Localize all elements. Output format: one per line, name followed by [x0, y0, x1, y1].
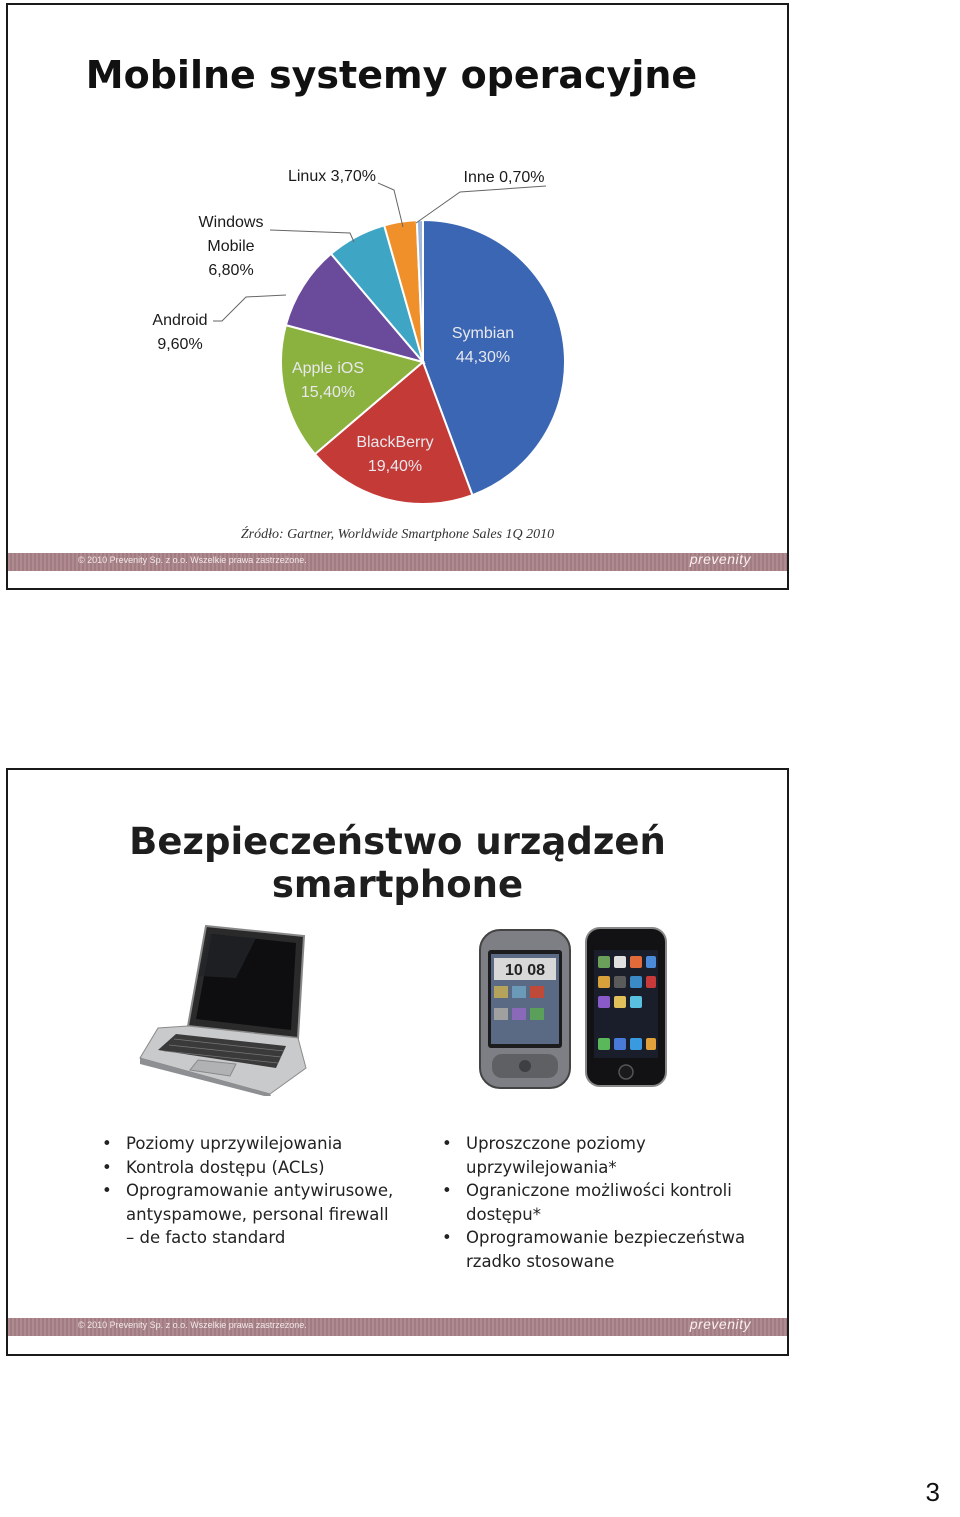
label-symbian-line1: Symbian [451, 325, 515, 342]
footer-bar [8, 1318, 787, 1336]
bullet-item: • Oprogramowanie antywirusowe, antyspamowe, personal firewall – de facto standard [102, 1179, 402, 1250]
bullets-laptop [102, 1132, 402, 1250]
pie-chart [8, 5, 787, 588]
leader-line-linux [378, 183, 403, 227]
page-number: 3 [925, 1477, 940, 1507]
bullet-item: • Poziomy uprzywilejowania [102, 1132, 402, 1156]
slide-operating-systems [6, 3, 789, 590]
chart-source: Źródło: Gartner, Worldwide Smartphone Sales 1Q 2010 [240, 527, 555, 542]
laptop-image [136, 918, 316, 1096]
label-windows-mobile [180, 211, 282, 283]
label-linux: Linux 3,70% [287, 168, 377, 185]
label-blackberry-line1: BlackBerry [356, 434, 434, 451]
htc-phone-image [478, 928, 574, 1092]
phone-clock: 10 08 [504, 962, 546, 979]
label-blackberry-line2: 19,40% [367, 458, 423, 475]
label-windows-line3: 6,80% [208, 262, 254, 279]
label-blackberry [340, 431, 450, 479]
label-android [138, 309, 222, 357]
label-windows-line1: Windows [198, 214, 264, 231]
label-ios-line1: Apple iOS [291, 360, 365, 377]
label-inne: Inne 0,70% [463, 169, 545, 186]
leader-line-inne [416, 186, 546, 223]
label-ios-line2: 15,40% [300, 384, 356, 401]
label-android-line1: Android [152, 312, 208, 329]
label-android-line2: 9,60% [157, 336, 203, 353]
bullet-item: • Kontrola dostępu (ACLs) [102, 1156, 402, 1180]
label-windows-line2: Mobile [207, 238, 255, 255]
label-symbian-line2: 44,30% [455, 349, 511, 366]
iphone-image [584, 926, 670, 1090]
slide-smartphone-security [6, 768, 789, 1356]
bullet-item: • Ograniczone możliwości kontroli dostępu* [442, 1179, 762, 1226]
label-symbian [433, 322, 533, 370]
bullet-item: • Uproszczone poziomy uprzywilejowania* [442, 1132, 762, 1179]
footer-logo: prevenity [689, 551, 751, 567]
footer-copyright: © 2010 Prevenity Sp. z o.o. Wszelkie prawa zastrzeżone. [78, 1320, 307, 1330]
bullets-smartphone [442, 1132, 762, 1274]
footer-copyright: © 2010 Prevenity Sp. z o.o. Wszelkie prawa zastrzeżone. [78, 555, 307, 565]
footer-logo: prevenity [689, 1316, 751, 1332]
leader-line-android [213, 295, 286, 321]
leader-line-windows [270, 230, 354, 242]
bullet-item: • Oprogramowanie bezpieczeństwa rzadko stosowane [442, 1226, 762, 1273]
footer-bar [8, 553, 787, 571]
label-apple-ios [278, 357, 378, 405]
slide-title: Mobilne systemy operacyjne [85, 53, 698, 97]
slide-title: Bezpieczeństwo urządzeń smartphone [129, 820, 666, 906]
